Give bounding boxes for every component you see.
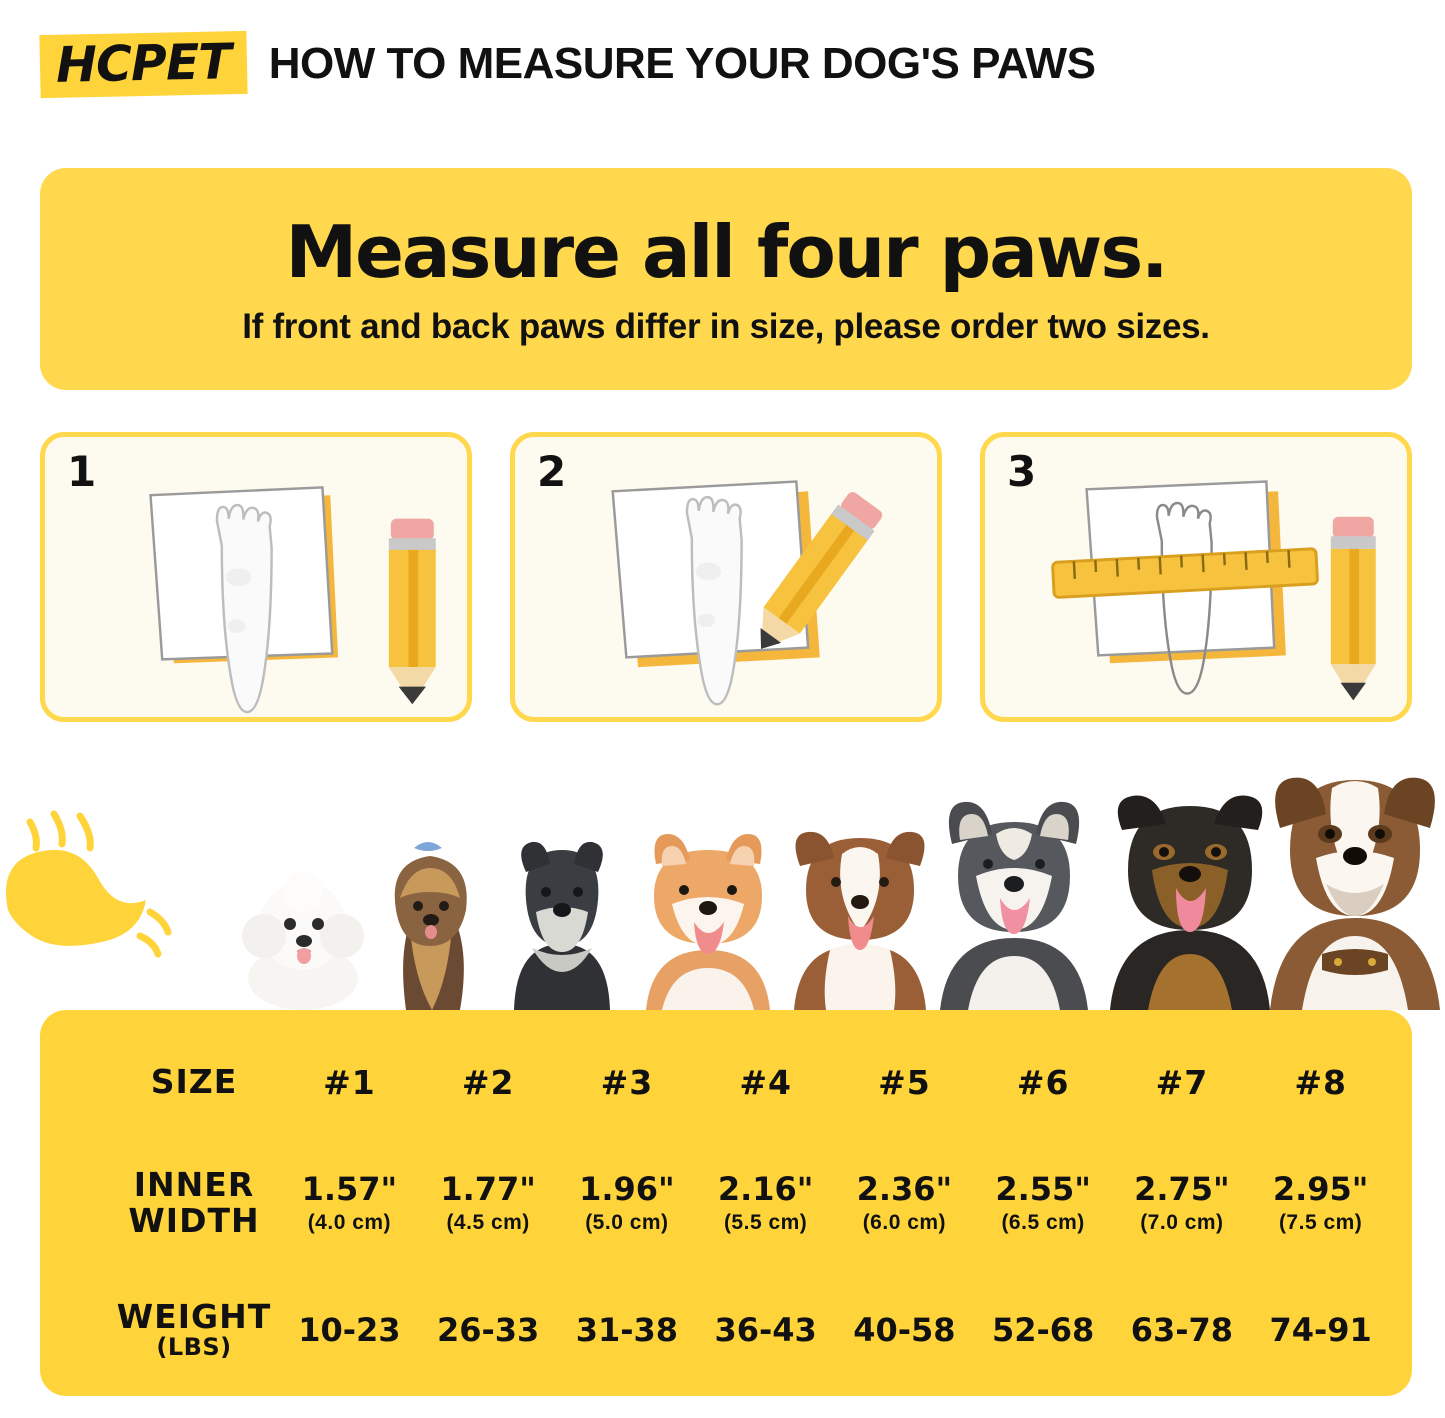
step-card-2: [510, 432, 942, 722]
weight-cell: 36-43: [714, 1311, 817, 1349]
inner-width-cm: (4.5 cm): [446, 1211, 530, 1235]
brand-badge: [39, 30, 247, 97]
weight-cell: 63-78: [1130, 1311, 1234, 1349]
page-title: HOW TO MEASURE YOUR DOG'S PAWS: [268, 39, 1096, 88]
weight-cell: 52-68: [991, 1311, 1095, 1349]
ruler-measuring-tracing-icon: [985, 459, 1407, 717]
brand-logo-text: HCPET: [55, 32, 232, 94]
inner-width-cell: [280, 1128, 419, 1278]
header: [40, 18, 1410, 110]
size-cell: #8: [1294, 1062, 1347, 1102]
banner-title: Measure all four paws.: [285, 210, 1167, 295]
weight-cell: 74-91: [1269, 1311, 1372, 1349]
table-row-size: [62, 1036, 1390, 1128]
row-label-size: SIZE: [150, 1062, 238, 1102]
step-number: 2: [537, 447, 567, 496]
row-label-weight-text: WEIGHT: [116, 1297, 272, 1337]
inner-width-cm: (4.0 cm): [307, 1211, 392, 1235]
inner-width-inch: 2.95": [1272, 1169, 1369, 1208]
weight-cell: 31-38: [575, 1311, 679, 1349]
dog-australian-shepherd: [780, 820, 940, 1010]
size-cell: #3: [600, 1062, 654, 1102]
inner-width-cm: (6.0 cm): [862, 1211, 947, 1235]
inner-width-inch: 2.75": [1134, 1169, 1230, 1208]
yellow-swoosh-icon: [0, 800, 215, 990]
pencil-tracing-paw-icon: [515, 459, 937, 717]
inner-width-cm: (6.5 cm): [1001, 1211, 1085, 1235]
weight-cell: 26-33: [436, 1311, 540, 1349]
inner-width-cm: (7.5 cm): [1278, 1211, 1363, 1235]
inner-width-inch: 1.77": [440, 1169, 536, 1208]
inner-width-cell: [835, 1128, 974, 1278]
weight-cell: 10-23: [298, 1311, 401, 1349]
size-cell: #6: [1016, 1062, 1070, 1102]
dog-breed-row: [228, 740, 1418, 1010]
row-label-inner-width-line1: INNER: [133, 1165, 255, 1205]
paw-on-paper-icon: [45, 459, 467, 717]
inner-width-inch: 1.96": [579, 1169, 675, 1208]
table-row-weight: [62, 1278, 1390, 1382]
inner-width-cell: [419, 1128, 558, 1278]
inner-width-cm: (5.0 cm): [585, 1211, 669, 1235]
inner-width-cell: [696, 1128, 835, 1278]
row-label-weight: [62, 1278, 280, 1382]
inner-width-inch: 1.57": [301, 1169, 398, 1208]
size-cell: #1: [323, 1062, 376, 1102]
dog-rottweiler: [1102, 784, 1278, 1010]
inner-width-cm: (5.5 cm): [723, 1211, 808, 1235]
size-cell: #5: [878, 1062, 931, 1102]
inner-width-cell: [1113, 1128, 1252, 1278]
size-cell: #7: [1155, 1062, 1209, 1102]
step-card-3: [980, 432, 1412, 722]
dog-schnauzer: [492, 830, 632, 1010]
size-cell: #2: [461, 1062, 515, 1102]
dog-bichon-frise: [228, 858, 378, 1010]
steps-row: [40, 432, 1412, 722]
step-number: 1: [67, 447, 97, 496]
inner-width-cell: [558, 1128, 697, 1278]
banner-subtitle: If front and back paws differ in size, please order two sizes.: [242, 306, 1210, 346]
step-card-1: [40, 432, 472, 722]
dog-saint-bernard: [1264, 758, 1445, 1010]
dog-yorkshire-terrier: [366, 832, 496, 1010]
row-label-inner-width: [62, 1128, 280, 1278]
dog-alaskan-malamute: [930, 800, 1098, 1010]
inner-width-cell: [974, 1128, 1113, 1278]
dog-size-illustration-strip: [0, 740, 1445, 1010]
table-row-inner-width: [62, 1128, 1390, 1278]
inner-width-cm: (7.0 cm): [1140, 1211, 1224, 1235]
size-chart-table: [40, 1010, 1412, 1396]
size-table: [62, 1036, 1390, 1382]
inner-width-inch: 2.16": [717, 1169, 814, 1208]
inner-width-inch: 2.55": [995, 1169, 1091, 1208]
weight-cell: 40-58: [853, 1311, 956, 1349]
inner-width-inch: 2.36": [856, 1169, 953, 1208]
inner-width-cell: [1251, 1128, 1390, 1278]
banner: [40, 168, 1412, 390]
row-label-inner-width-line2: WIDTH: [128, 1201, 260, 1240]
dog-shiba-inu: [628, 830, 788, 1010]
row-label-weight-unit: (LBS): [156, 1332, 232, 1361]
size-cell: #4: [739, 1062, 792, 1102]
step-number: 3: [1007, 447, 1037, 496]
